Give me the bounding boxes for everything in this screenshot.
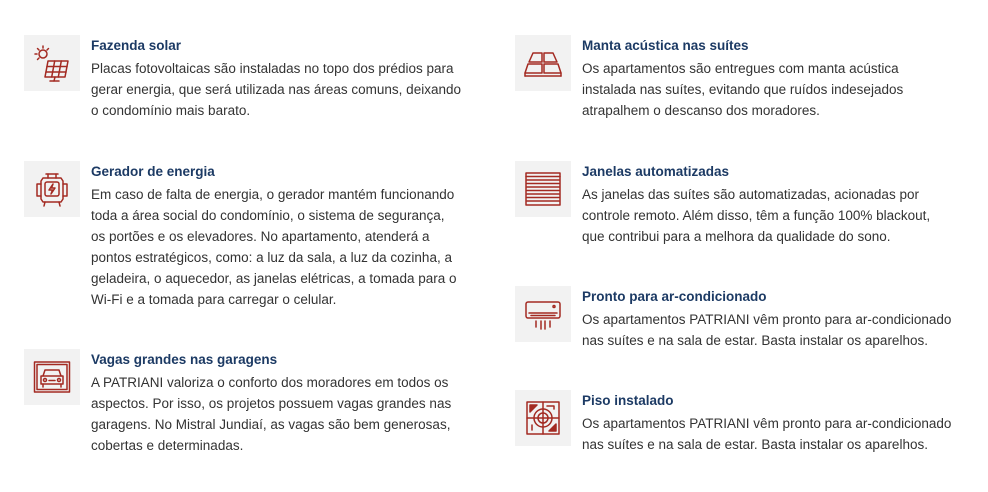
- feature-description: Placas fotovoltaicas são instaladas no topo dos prédios para gerar energia, que será utilizada nas áreas comuns, deixando o condomínio mais barato.: [91, 61, 461, 118]
- acoustic-blanket-icon: [515, 35, 571, 91]
- solar-panel-icon: [24, 35, 80, 91]
- feature-description: Os apartamentos PATRIANI vêm pronto para ar-condicionado nas suítes e na sala de estar. Basta instalar os aparelhos.: [582, 416, 952, 452]
- feature-acoustic-blanket: [515, 38, 903, 121]
- feature-installed-floor: [515, 393, 951, 455]
- feature-solar-farm: [24, 38, 461, 121]
- feature-title: Vagas grandes nas garagens: [91, 352, 278, 367]
- feature-title: Janelas automatizadas: [582, 164, 730, 179]
- feature-description: Em caso de falta de energia, o gerador mantém funcionando toda a área social do condomínio, o sistema de segurança, os portões e os elevadores. No apartamento, atenderá a pontos estratégicos, como: a luz da sala, a luz da cozinha, a geladeira, o aquecedor, as janelas elétricas, a tomada para o Wi-Fi e a tomada para carregar o celular.: [91, 187, 457, 307]
- feature-title: Manta acústica nas suítes: [582, 38, 749, 53]
- feature-description: As janelas das suítes são automatizadas, acionadas por controle remoto. Além disso, têm a função 100% blackout, que contribui para a melhora da qualidade do sono.: [582, 187, 931, 244]
- window-blinds-icon: [515, 161, 571, 217]
- feature-title: Gerador de energia: [91, 164, 215, 179]
- feature-title: Pronto para ar-condicionado: [582, 289, 767, 304]
- generator-icon: [24, 161, 80, 217]
- air-conditioner-icon: [515, 286, 571, 342]
- floor-tile-icon: [515, 390, 571, 446]
- feature-air-conditioning-ready: [515, 289, 951, 351]
- feature-generator: [24, 164, 457, 310]
- feature-description: A PATRIANI valoriza o conforto dos moradores em todos os aspectos. Por isso, os projetos possuem vagas grandes nas garagens. No Mistral Jundiaí, as vagas são bem generosas, cobertas e determinadas.: [91, 375, 452, 453]
- feature-title: Piso instalado: [582, 393, 674, 408]
- feature-large-parking: [24, 352, 451, 456]
- feature-title: Fazenda solar: [91, 38, 182, 53]
- feature-description: Os apartamentos são entregues com manta acústica instalada nas suítes, evitando que ruídos indesejados atrapalhem o descanso dos moradores.: [582, 61, 904, 118]
- car-garage-icon: [24, 349, 80, 405]
- feature-automated-windows: [515, 164, 930, 247]
- feature-description: Os apartamentos PATRIANI vêm pronto para ar-condicionado nas suítes e na sala de estar. Basta instalar os aparelhos.: [582, 312, 952, 348]
